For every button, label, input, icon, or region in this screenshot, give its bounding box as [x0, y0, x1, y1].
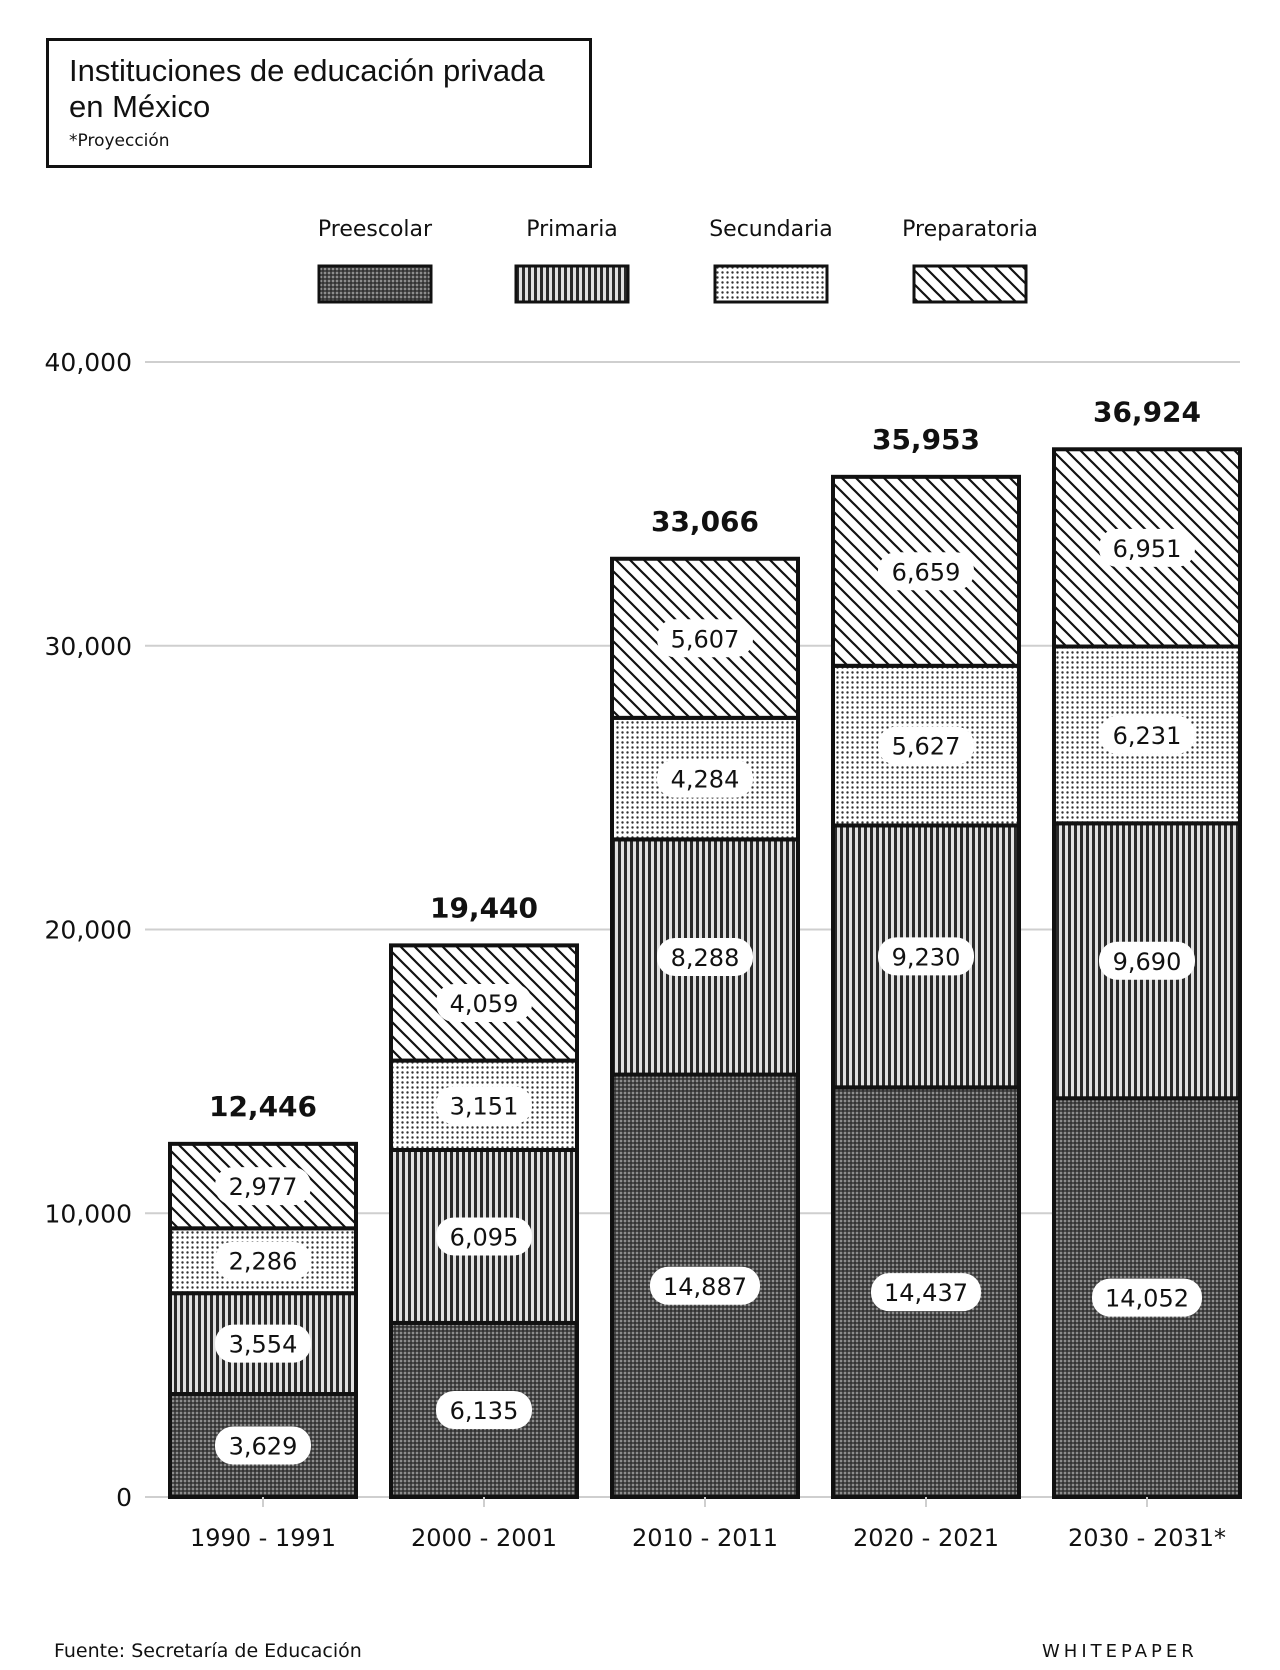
- value-label: 6,659: [891, 558, 961, 587]
- value-label: 14,887: [663, 1272, 747, 1301]
- legend: [318, 217, 1038, 302]
- legend-label: Primaria: [526, 217, 618, 242]
- y-tick-label: 0: [116, 1483, 132, 1512]
- x-axis-tick-labels: [190, 1497, 1226, 1552]
- legend-swatch: [914, 266, 1026, 302]
- value-label: 5,607: [670, 625, 740, 654]
- legend-swatch: [715, 266, 827, 302]
- value-label: 6,231: [1112, 721, 1182, 750]
- legend-label: Preescolar: [317, 217, 433, 242]
- value-label: 14,437: [884, 1279, 968, 1308]
- x-tick-label: 2020 - 2021: [852, 1524, 1000, 1552]
- value-label: 3,554: [228, 1330, 298, 1359]
- value-label: 3,629: [228, 1432, 298, 1461]
- value-label: 14,052: [1105, 1284, 1189, 1313]
- value-label: 4,284: [670, 765, 740, 794]
- brand-logo: WHITEPAPER: [1042, 1641, 1198, 1662]
- value-label: 9,230: [891, 943, 961, 972]
- legend-swatch: [516, 266, 628, 302]
- x-tick-label: 1990 - 1991: [189, 1524, 337, 1552]
- y-axis-tick-labels: [45, 348, 132, 1512]
- y-tick-label: 40,000: [44, 348, 132, 377]
- legend-label: Preparatoria: [902, 217, 1038, 242]
- x-tick-label: 2010 - 2011: [631, 1524, 779, 1552]
- value-label: 6,951: [1112, 534, 1182, 563]
- legend-label: Secundaria: [709, 217, 833, 242]
- y-tick-label: 20,000: [44, 915, 132, 945]
- value-label: 3,151: [449, 1092, 519, 1121]
- value-label: 9,690: [1112, 947, 1182, 976]
- chart-title-line-1: Instituciones de educación privada: [69, 53, 545, 88]
- y-tick-label: 30,000: [44, 631, 132, 661]
- value-label: 6,095: [449, 1223, 519, 1252]
- legend-swatch: [319, 266, 431, 302]
- total-label: 19,440: [429, 891, 539, 925]
- total-label: 35,953: [871, 422, 981, 456]
- value-label: 2,286: [228, 1247, 298, 1276]
- source-note: Fuente: Secretaría de Educación: [54, 1640, 362, 1662]
- x-tick-label: 2000 - 2001: [410, 1524, 558, 1552]
- y-tick-label: 10,000: [44, 1199, 132, 1229]
- value-label: 5,627: [891, 732, 961, 761]
- value-label: 2,977: [228, 1173, 298, 1202]
- value-label: 6,135: [449, 1396, 519, 1425]
- value-label: 8,288: [670, 943, 740, 972]
- total-label: 12,446: [208, 1089, 318, 1123]
- chart-subtitle-note: *Proyección: [69, 131, 170, 151]
- total-label: 36,924: [1092, 395, 1202, 429]
- chart-title-line-2: en México: [69, 89, 211, 124]
- value-label: 4,059: [449, 989, 519, 1018]
- total-label: 33,066: [650, 504, 760, 538]
- x-tick-label: 2030 - 2031*: [1067, 1524, 1227, 1552]
